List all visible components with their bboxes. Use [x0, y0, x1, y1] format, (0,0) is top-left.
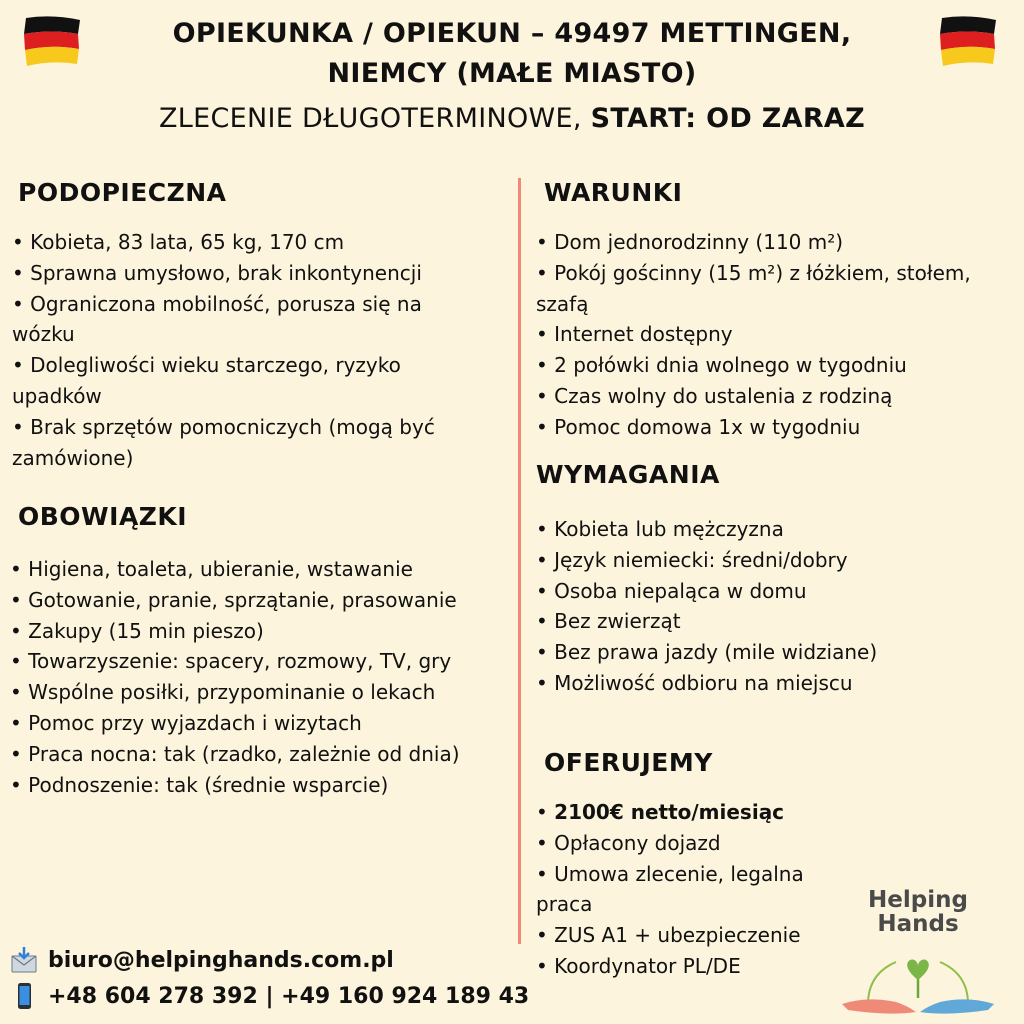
list-item: • Bez prawa jazdy (mile widziane): [536, 640, 878, 665]
section-title-obowiazki: OBOWIĄZKI: [18, 502, 188, 531]
list-item: zamówione): [12, 445, 134, 470]
german-flag-icon: [938, 14, 998, 68]
list-item: upadków: [12, 383, 102, 408]
list-item: • Sprawna umysłowo, brak inkontynencji: [12, 260, 422, 285]
phone-numbers[interactable]: +48 604 278 392 | +49 160 924 189 43: [48, 983, 530, 1009]
section-title-oferujemy: OFERUJEMY: [544, 748, 713, 777]
list-warunki: [536, 227, 1016, 443]
list-item: • Opłacony dojazd: [536, 830, 721, 855]
list-item: • Kobieta lub mężczyzna: [536, 517, 784, 541]
subtitle-start: START: OD ZARAZ: [590, 103, 866, 134]
list-item: • Kobieta, 83 lata, 65 kg, 170 cm: [12, 230, 345, 254]
list-item: • Pomoc domowa 1x w tygodniu: [536, 414, 861, 439]
list-item: • Pokój gościnny (15 m²) z łóżkiem, stołem,: [536, 260, 971, 285]
subtitle: [100, 96, 924, 142]
list-item: • Czas wolny do ustalenia z rodziną: [536, 383, 893, 408]
section-title-podopieczna: PODOPIECZNA: [18, 178, 227, 207]
list-item: • Gotowanie, pranie, sprzątanie, prasowanie: [10, 587, 457, 612]
list-item: • Ograniczona mobilność, porusza się na: [12, 291, 422, 316]
list-item: • Dom jednorodzinny (110 m²): [536, 230, 844, 254]
list-item: • Pomoc przy wyjazdach i wizytach: [10, 710, 362, 735]
email-link[interactable]: biuro@helpinghands.com.pl: [48, 947, 394, 973]
list-item: • Bez zwierząt: [536, 609, 681, 634]
list-item: • ZUS A1 + ubezpieczenie: [536, 923, 801, 948]
logo-text-line-2: Hands: [877, 911, 959, 937]
helping-hands-logo: [838, 888, 998, 1018]
list-item: • Język niemiecki: średni/dobry: [536, 547, 848, 572]
mobile-phone-icon: [10, 982, 38, 1010]
list-obowiazki: [10, 554, 515, 800]
list-item: • Towarzyszenie: spacery, rozmowy, TV, gry: [10, 649, 452, 674]
list-item: • Możliwość odbioru na miejscu: [536, 670, 853, 695]
hands-heart-icon: [838, 936, 998, 1016]
list-podopieczna: [12, 227, 512, 473]
section-title-wymagania: WYMAGANIA: [536, 460, 720, 489]
list-item: • Dolegliwości wieku starczego, ryzyko: [12, 353, 401, 378]
subtitle-normal: ZLECENIE DŁUGOTERMINOWE,: [158, 103, 591, 134]
list-item: szafą: [536, 291, 589, 316]
list-item: wózku: [12, 322, 75, 347]
contact-email-row: [10, 946, 394, 974]
salary-bullet: •: [536, 800, 555, 824]
list-item: • Zakupy (15 min pieszo): [10, 618, 264, 643]
section-title-warunki: WARUNKI: [544, 178, 683, 207]
title-line-1: OPIEKUNKA / OPIEKUN – 49497 METTINGEN,: [172, 18, 852, 49]
list-item: • 2 połówki dnia wolnego w tygodniu: [536, 353, 907, 378]
list-item: • Higiena, toaleta, ubieranie, wstawanie: [10, 557, 413, 581]
german-flag-icon: [22, 14, 82, 68]
list-item: • Podnoszenie: tak (średnie wsparcie): [10, 772, 389, 797]
logo-text-line-1: Helping: [868, 887, 968, 913]
list-item: • Osoba niepaląca w domu: [536, 578, 807, 603]
salary-item: [536, 797, 856, 828]
list-wymagania: [536, 514, 1016, 699]
column-divider: [518, 178, 521, 944]
envelope-arrow-icon: [10, 946, 38, 974]
list-oferujemy: [536, 797, 856, 982]
list-item: • Umowa zlecenie, legalna praca: [536, 861, 804, 917]
salary: 2100€ netto/miesiąc: [554, 800, 785, 824]
list-item: • Koordynator PL/DE: [536, 953, 741, 978]
list-item: • Brak sprzętów pomocniczych (mogą być: [12, 414, 435, 439]
contact-phone-row: [10, 982, 529, 1010]
title-line-2: NIEMCY (MAŁE MIASTO): [327, 58, 697, 89]
list-item: • Praca nocna: tak (rzadko, zależnie od dnia): [10, 741, 460, 766]
list-item: • Wspólne posiłki, przypominanie o lekach: [10, 680, 436, 705]
list-item: • Internet dostępny: [536, 322, 733, 347]
header: [100, 14, 924, 142]
